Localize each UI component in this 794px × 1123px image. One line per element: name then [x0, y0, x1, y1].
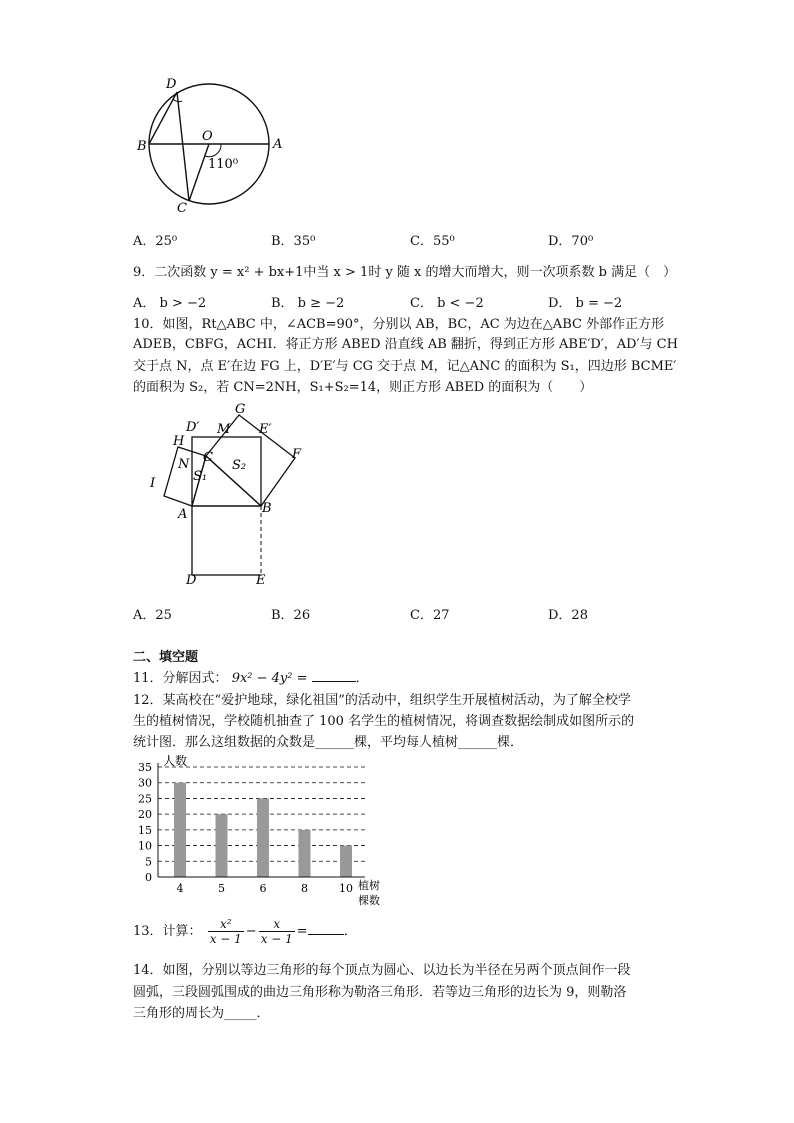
label-d-prime: D′	[186, 420, 200, 435]
q9-option-d[interactable]: D． b = −2	[548, 296, 623, 311]
bar-10	[340, 846, 352, 877]
label-m: M	[217, 422, 231, 437]
q13-fraction-2	[259, 917, 295, 946]
q9-option-c[interactable]: C． b < −2	[410, 296, 484, 311]
q10-option-b[interactable]: B．26	[271, 608, 311, 623]
label-n: N	[178, 457, 190, 472]
q12-stem-line-1: 12．某高校在“爱护地球，绿化祖国”的活动中，组织学生开展植树活动，为了解全校学	[133, 693, 631, 708]
q13-answer-blank[interactable]	[308, 922, 344, 935]
label-h: H	[173, 434, 185, 449]
chart-x-label-line-2: 棵数	[358, 894, 380, 907]
q11-suffix: ．	[355, 671, 369, 686]
chord-dc	[177, 92, 189, 201]
label-f: F	[292, 447, 302, 462]
q9-stem: 9．二次函数 y = x² + bx+1中当 x > 1时 y 随 x 的增大而增大，则一次项系数 b 满足（ ）	[133, 265, 677, 280]
label-s1: S₁	[193, 469, 208, 484]
chart-y-label: 人数	[163, 755, 188, 768]
chord-bd	[149, 92, 177, 144]
q14-stem-line-3: 三角形的周长为_____．	[133, 1006, 270, 1021]
q10-square-figure	[140, 400, 320, 590]
x-tick-5: 5	[218, 882, 225, 895]
q8-circle-figure	[130, 70, 300, 220]
label-e: E	[256, 573, 266, 588]
q13-fraction-1-numerator: x²	[208, 917, 244, 932]
bar-5	[216, 814, 228, 877]
label-g: G	[235, 402, 246, 417]
label-d: D	[186, 573, 197, 588]
q9-option-a[interactable]: A． b > −2	[133, 296, 207, 311]
y-tick-20: 20	[138, 808, 152, 822]
chart-x-ticks	[177, 882, 354, 895]
y-tick-10: 10	[138, 839, 152, 853]
q10-stem-line-4: 的面积为 S₂，若 CN=2NH，S₁+S₂=14，则正方形 ABED 的面积为（ ）	[133, 380, 593, 395]
q11-answer-blank[interactable]	[312, 669, 356, 682]
q13-fraction-2-numerator: x	[259, 917, 295, 932]
y-tick-25: 25	[138, 792, 152, 806]
label-c: C	[177, 201, 187, 216]
q11-expression: 9x² − 4y² =	[231, 671, 308, 686]
label-a: A	[178, 507, 188, 522]
x-tick-8: 8	[301, 882, 308, 895]
label-i: I	[150, 476, 156, 491]
q14-stem-line-1: 14．如图，分别以等边三角形的每个顶点为圆心、以边长为半径在另两个顶点间作一段	[133, 963, 631, 978]
square-abed	[192, 506, 261, 575]
q11-prefix: 11．分解因式：	[133, 671, 228, 686]
q13-fraction-1	[208, 917, 244, 946]
q10-stem-line-3: 交于点 N，点 E′在边 FG 上，D′E′与 CG 交于点 M，记△ANC 的面积为 S₁，四边形 BCME′	[133, 359, 677, 374]
label-b: B	[262, 501, 272, 516]
bar-8	[299, 830, 311, 877]
q13-equals: =	[296, 924, 308, 939]
q10-option-a[interactable]: A．25	[133, 608, 172, 623]
q10-option-d[interactable]: D．28	[548, 608, 588, 623]
label-o: O	[202, 129, 213, 144]
label-s2: S₂	[232, 458, 247, 473]
bar-6	[257, 798, 269, 877]
q14-stem-line-2: 圆弧，三段圆弧围成的曲边三角形称为勒洛三角形．若等边三角形的边长为 9，则勒洛	[133, 985, 627, 1000]
q10-stem-line-1: 10．如图，Rt△ABC 中，∠ACB=90°，分别以 AB，BC，AC 为边在△ABC 外部作正方形	[133, 317, 665, 332]
q13-fraction-1-denominator: x − 1	[209, 932, 242, 946]
q13-suffix: ．	[343, 924, 357, 939]
q13-prefix: 13．计算：	[133, 924, 202, 939]
chart-x-label-line-1: 植树	[358, 879, 380, 892]
q13-line	[133, 917, 357, 946]
y-tick-5: 5	[145, 855, 152, 869]
q11-line	[133, 667, 369, 686]
y-tick-15: 15	[138, 823, 152, 837]
q8-option-b[interactable]: B．35⁰	[271, 234, 316, 249]
x-tick-6: 6	[259, 882, 267, 895]
label-e-prime: E′	[259, 422, 272, 437]
label-angle-110: 110⁰	[208, 157, 239, 172]
radius-oc	[189, 144, 209, 201]
q8-option-d[interactable]: D．70⁰	[548, 234, 594, 249]
y-tick-35: 35	[138, 761, 152, 774]
x-tick-4: 4	[176, 882, 184, 895]
label-c: C	[203, 450, 213, 465]
q8-option-c[interactable]: C．55⁰	[410, 234, 455, 249]
y-tick-0: 0	[145, 871, 152, 884]
y-tick-30: 30	[138, 776, 152, 790]
label-a: A	[273, 137, 283, 152]
q13-minus: −	[245, 924, 257, 939]
q12-stem-line-3: 统计图．那么这组数据的众数是______棵，平均每人植树______棵．	[133, 735, 524, 750]
q12-bar-chart	[130, 755, 390, 915]
q9-option-b[interactable]: B． b ≥ −2	[271, 296, 345, 311]
label-b: B	[137, 139, 147, 154]
x-tick-10: 10	[339, 882, 353, 895]
q10-option-c[interactable]: C．27	[410, 608, 450, 623]
section-title-fill-in: 二、填空题	[133, 650, 199, 665]
q13-fraction-2-denominator: x − 1	[260, 932, 293, 946]
q10-stem-line-2: ADEB，CBFG，ACHI．将正方形 ABED 沿直线 AB 翻折，得到正方形 ABE′D′，AD′与 CH	[133, 337, 678, 352]
chart-y-ticks	[138, 761, 152, 884]
q12-stem-line-2: 生的植树情况，学校随机抽查了 100 名学生的植树情况，将调查数据绘制成如图所示的	[133, 714, 635, 729]
bar-4	[174, 783, 186, 877]
q8-option-a[interactable]: A．25⁰	[133, 234, 178, 249]
label-d: D	[166, 77, 177, 92]
